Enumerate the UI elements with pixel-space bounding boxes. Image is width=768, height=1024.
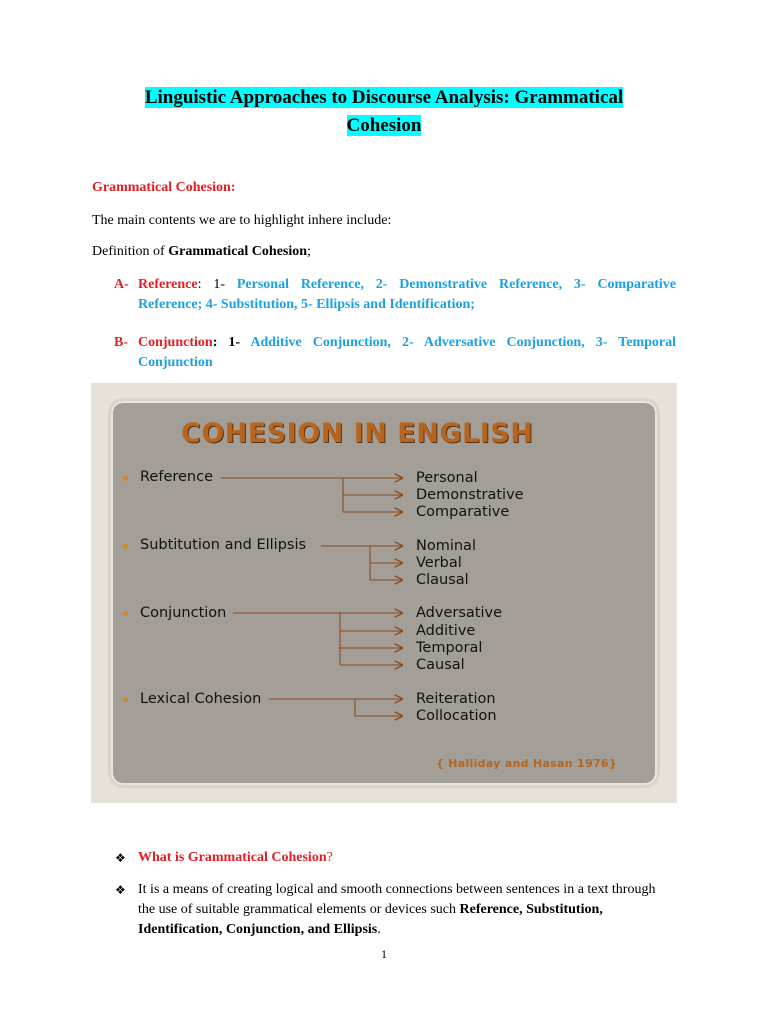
group-name: Lexical Cohesion: [140, 691, 262, 707]
bullet-dot-icon: [123, 544, 128, 549]
list-label: Conjunction: [138, 335, 213, 350]
question-mark: ?: [326, 850, 333, 865]
slide-citation: { Halliday and Hasan 1976}: [435, 757, 617, 770]
group-item: Verbal: [416, 555, 462, 571]
bullet-dot-icon: [123, 697, 128, 702]
title-line-2: Cohesion: [346, 115, 422, 136]
definition-paragraph: [92, 244, 311, 260]
group-name: Subtitution and Ellipsis: [140, 537, 307, 553]
page-number: 1: [381, 947, 387, 961]
definition-term: Grammatical Cohesion: [168, 244, 308, 259]
answer-end: .: [377, 922, 381, 937]
group-item: Clausal: [416, 572, 469, 588]
list-label: Reference: [138, 277, 198, 292]
document-title: [92, 84, 676, 140]
group-item: Demonstrative: [416, 487, 524, 503]
definition-prefix: Definition of: [92, 244, 169, 259]
slide-connector-lines: [111, 401, 657, 785]
title-line-1: Linguistic Approaches to Discourse Analysis: Grammatical: [144, 87, 624, 108]
group-name: Reference: [140, 469, 214, 485]
list-item: [92, 275, 676, 315]
bullet-dot-icon: [123, 611, 128, 616]
list-separator: : 1-: [197, 277, 237, 292]
list-content: Personal Reference, 2- Demonstrative Reference, 3- Comparative Reference; 4- Substitution, 5- Ellipsis and Identification;: [138, 277, 676, 312]
group-item: Temporal: [416, 640, 483, 656]
group-item: Adversative: [416, 605, 502, 621]
group-item: Reiteration: [416, 691, 496, 707]
cohesion-figure: [91, 383, 677, 803]
question-item: [115, 848, 675, 868]
definition-suffix: ;: [307, 244, 311, 259]
group-name: Conjunction: [140, 605, 227, 621]
slide-title: COHESION IN ENGLISH: [181, 418, 534, 449]
list-content: Additive Conjunction, 2- Adversative Conjunction, 3- Temporal Conjunction: [138, 335, 676, 370]
group-item: Additive: [416, 623, 476, 639]
question-text: What is Grammatical Cohesion: [138, 850, 327, 865]
group-item: Nominal: [416, 538, 476, 554]
group-item: Personal: [416, 470, 478, 486]
group-item: Comparative: [416, 504, 510, 520]
diamond-bullet-icon: ❖: [115, 851, 126, 865]
cohesion-slide: [111, 401, 657, 785]
list-marker: B-: [114, 335, 128, 350]
list-separator: : 1-: [212, 335, 251, 350]
answer-bold-terms: Reference, Substitution, Identification, Conjunction, and Ellipsis: [138, 902, 603, 937]
intro-paragraph: The main contents we are to highlight inhere include:: [92, 213, 392, 228]
answer-item: [115, 880, 675, 940]
answer-text: It is a means of creating logical and smooth connections between sentences in a text through the use of suitable grammatical elements or devices such: [138, 882, 656, 917]
list-item: [92, 333, 676, 373]
section-heading: Grammatical Cohesion:: [92, 180, 236, 195]
group-item: Collocation: [416, 708, 497, 724]
group-item: Causal: [416, 657, 465, 673]
list-marker: A-: [114, 277, 129, 292]
bullet-dot-icon: [123, 476, 128, 481]
diamond-bullet-icon: ❖: [115, 883, 126, 897]
